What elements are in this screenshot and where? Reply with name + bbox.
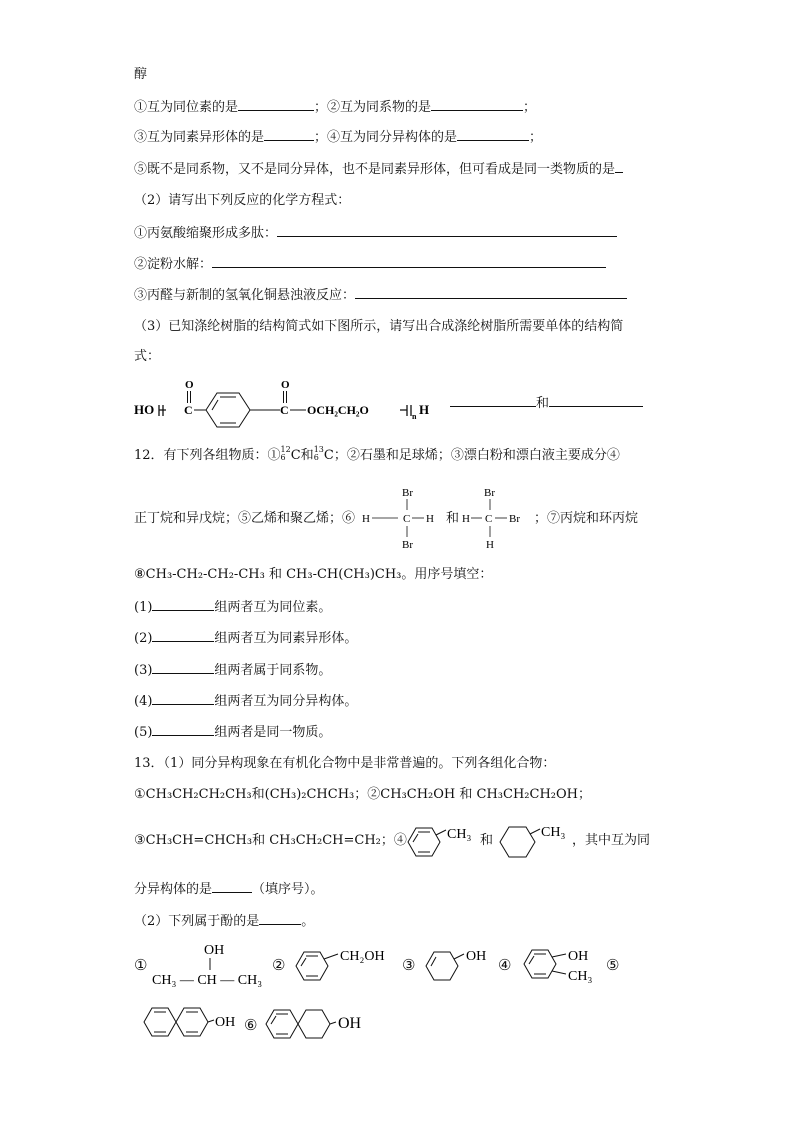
- answer-blank[interactable]: [277, 224, 617, 237]
- q11-p2-1: ①丙氨酸缩聚形成多肽：: [134, 226, 278, 241]
- q13-p2a: （2）下列属于酚的是: [134, 914, 260, 929]
- mch-ch3: CH₃: [541, 825, 566, 840]
- cresol-ch3: CH₃: [568, 969, 593, 984]
- answer-blank[interactable]: [152, 661, 214, 674]
- q11-p2-3: ③丙醛与新制的氢氧化铜悬浊液反应：: [134, 288, 356, 303]
- cresol-structure: [520, 938, 610, 990]
- answer-blank[interactable]: [152, 692, 214, 705]
- q12-a: 12．有下列各组物质：①: [134, 448, 281, 463]
- q13-part1: 13．（1）同分异构现象在有机化合物中是非常普遍的。下列各组化合物：: [134, 756, 556, 771]
- option-6-num: ⑥: [244, 1016, 258, 1034]
- answer-blank[interactable]: [212, 255, 606, 268]
- option-5-num: ⑤: [606, 956, 620, 974]
- answer-blank[interactable]: [264, 128, 314, 141]
- q11-l2b: ；④互为同分异构体的是: [314, 130, 458, 145]
- answer-blank[interactable]: [152, 723, 214, 736]
- q11-l1a: ①互为同位素的是: [134, 100, 239, 115]
- q13-l3a: 分异构体的是: [134, 882, 213, 897]
- answer-blank[interactable]: [549, 394, 643, 407]
- item-text: 组两者属于同系物。: [214, 663, 332, 678]
- item-num: (5): [134, 725, 153, 740]
- iso-chain: CH₃ — CH — CH₃: [152, 973, 263, 988]
- q12-item-4: [134, 692, 357, 711]
- q13-line1: ①CH₃CH₂CH₂CH₃和(CH₃)₂CHCH₃；②CH₃CH₂OH 和 CH₃CH₂CH₂OH；: [134, 787, 591, 802]
- q12-and: 和: [446, 511, 460, 526]
- cyclohexenol-oh: OH: [466, 949, 487, 964]
- answer-blank[interactable]: [450, 394, 536, 407]
- q13-line2b: ，其中互为同: [572, 833, 651, 848]
- q12-line3: ⑧CH₃-CH₂-CH₂-CH₃ 和 CH₃-CH(CH₃)CH₃。用序号填空：: [134, 567, 493, 582]
- option-2-num: ②: [272, 956, 286, 974]
- q12-c1: C和: [290, 448, 314, 463]
- q11-line1: [134, 98, 536, 117]
- option-1-num: ①: [134, 956, 148, 974]
- tetrahydronaphthol-structure: [262, 1000, 382, 1050]
- repeat-n: n: [412, 412, 417, 421]
- toluene-ch3: CH₃: [447, 827, 472, 842]
- atomic-6b: 6: [313, 453, 319, 462]
- atomic-6: 6: [280, 453, 286, 462]
- q11-part2-3: [134, 286, 627, 305]
- mass-13: 13: [313, 445, 324, 454]
- glycol-chain: OCH₂CH₂O: [307, 403, 369, 417]
- cresol-oh: OH: [568, 949, 589, 964]
- q12-item-2: [134, 629, 357, 648]
- q13-l3b: （填序号）。: [252, 882, 324, 897]
- item-text: 组两者是同一物质。: [214, 725, 332, 740]
- q11-part2: （2）请写出下列反应的化学方程式：: [134, 193, 351, 208]
- cyclohexenol-structure: [422, 940, 502, 986]
- benzyl-alcohol-structure: [292, 942, 402, 986]
- item-text: 组两者互为同位素。: [214, 600, 332, 615]
- carbonyl-c2: C: [280, 403, 289, 417]
- answer-blank[interactable]: [431, 98, 523, 111]
- q11-line2: [134, 128, 542, 147]
- mol1-center-c: C: [403, 513, 411, 525]
- benzyl-ch2oh: CH₂OH: [340, 949, 385, 964]
- answer-blank[interactable]: [238, 98, 314, 111]
- q11-l2a: ③互为同素异形体的是: [134, 130, 265, 145]
- q13-line2a: ③CH₃CH=CHCH₃和 CH₃CH₂CH=CH₂；④: [134, 833, 407, 848]
- answer-blank[interactable]: [355, 286, 627, 299]
- methylcyclohexane-structure: [496, 818, 570, 864]
- mol2-bottom-h: H: [486, 539, 494, 551]
- q11-part3-a: （3）已知涤纶树脂的结构简式如下图所示，请写出合成涤纶树脂所需要单体的结构简: [134, 319, 624, 334]
- item-num: (1): [134, 600, 153, 615]
- mol2-top-br: Br: [484, 487, 495, 499]
- naphthol-structure: [140, 1000, 250, 1046]
- item-text: 组两者互为同素异形体。: [214, 631, 358, 646]
- mol1-right-h: H: [426, 513, 434, 525]
- q11-part3-b: 式：: [134, 349, 161, 364]
- mass-12: 12: [280, 445, 291, 454]
- naphthol-oh: OH: [215, 1015, 236, 1030]
- q12-b: C；②石墨和足球烯；③漂白粉和漂白液主要成分④: [323, 448, 620, 463]
- iso-oh: OH: [204, 943, 225, 958]
- q12-item-3: [134, 661, 331, 680]
- q11-part2-2: [134, 255, 606, 274]
- end-h: H: [419, 402, 430, 417]
- answer-blank[interactable]: [259, 912, 301, 925]
- q13-and: 和: [480, 833, 494, 848]
- q11-l2c: ；: [529, 130, 543, 145]
- dibromomethane-1: [362, 484, 442, 550]
- option-3-num: ③: [402, 956, 416, 974]
- q12-item-5: [134, 723, 331, 742]
- answer-blank[interactable]: [152, 629, 214, 642]
- q12-line2a: 正丁烷和异戊烷；⑤乙烯和聚乙烯；⑥: [134, 511, 356, 526]
- mol1-top-br: Br: [402, 487, 413, 499]
- item-num: (2): [134, 631, 153, 646]
- q11-part2-1: [134, 224, 617, 243]
- q13-p2b: 。: [301, 914, 315, 929]
- q13-line3: [134, 880, 324, 899]
- dibromomethane-2: [462, 484, 532, 550]
- carbonyl-c1: C: [184, 403, 193, 417]
- mol2-left-h: H: [462, 513, 470, 525]
- q12-line1: [134, 446, 620, 465]
- answer-blank[interactable]: [212, 880, 252, 893]
- mol1-bottom-br: Br: [402, 539, 413, 551]
- item-num: (4): [134, 694, 153, 709]
- answer-blank[interactable]: [457, 128, 529, 141]
- q11-p2-2: ②淀粉水解：: [134, 257, 213, 272]
- q12-line2c: ；⑦丙烷和环丙烷: [534, 511, 639, 526]
- q11-l1c: ；: [523, 100, 537, 115]
- answer-blank[interactable]: [152, 598, 214, 611]
- carbonyl-o1: O: [185, 379, 194, 391]
- q11-l3: ⑤既不是同系物，又不是同分异体，也不是同素异形体，但可看成是同一类物质的是: [134, 162, 616, 177]
- item-num: (3): [134, 663, 153, 678]
- q11-line0: 醇: [134, 67, 148, 82]
- and-label: 和: [536, 396, 550, 411]
- carbonyl-o2: O: [281, 379, 290, 391]
- q13-part2: [134, 912, 314, 931]
- q12-item-1: [134, 598, 331, 617]
- q11-line3: [134, 160, 623, 179]
- answer-blank[interactable]: [615, 160, 623, 173]
- monomer-answers: [450, 394, 643, 413]
- q11-l1b: ；②互为同系物的是: [314, 100, 432, 115]
- mol2-center-c: C: [485, 513, 493, 525]
- ho-label: HO: [134, 402, 155, 417]
- tetrahydronaphthol-oh: OH: [338, 1015, 362, 1032]
- option-4-num: ④: [498, 956, 512, 974]
- mol2-right-br: Br: [509, 513, 520, 525]
- mol1-left-h: H: [362, 513, 370, 525]
- isopropanol-structure: [152, 940, 272, 990]
- item-text: 组两者互为同分异构体。: [214, 694, 358, 709]
- polyester-structure: [134, 374, 444, 426]
- toluene-structure: [404, 820, 478, 864]
